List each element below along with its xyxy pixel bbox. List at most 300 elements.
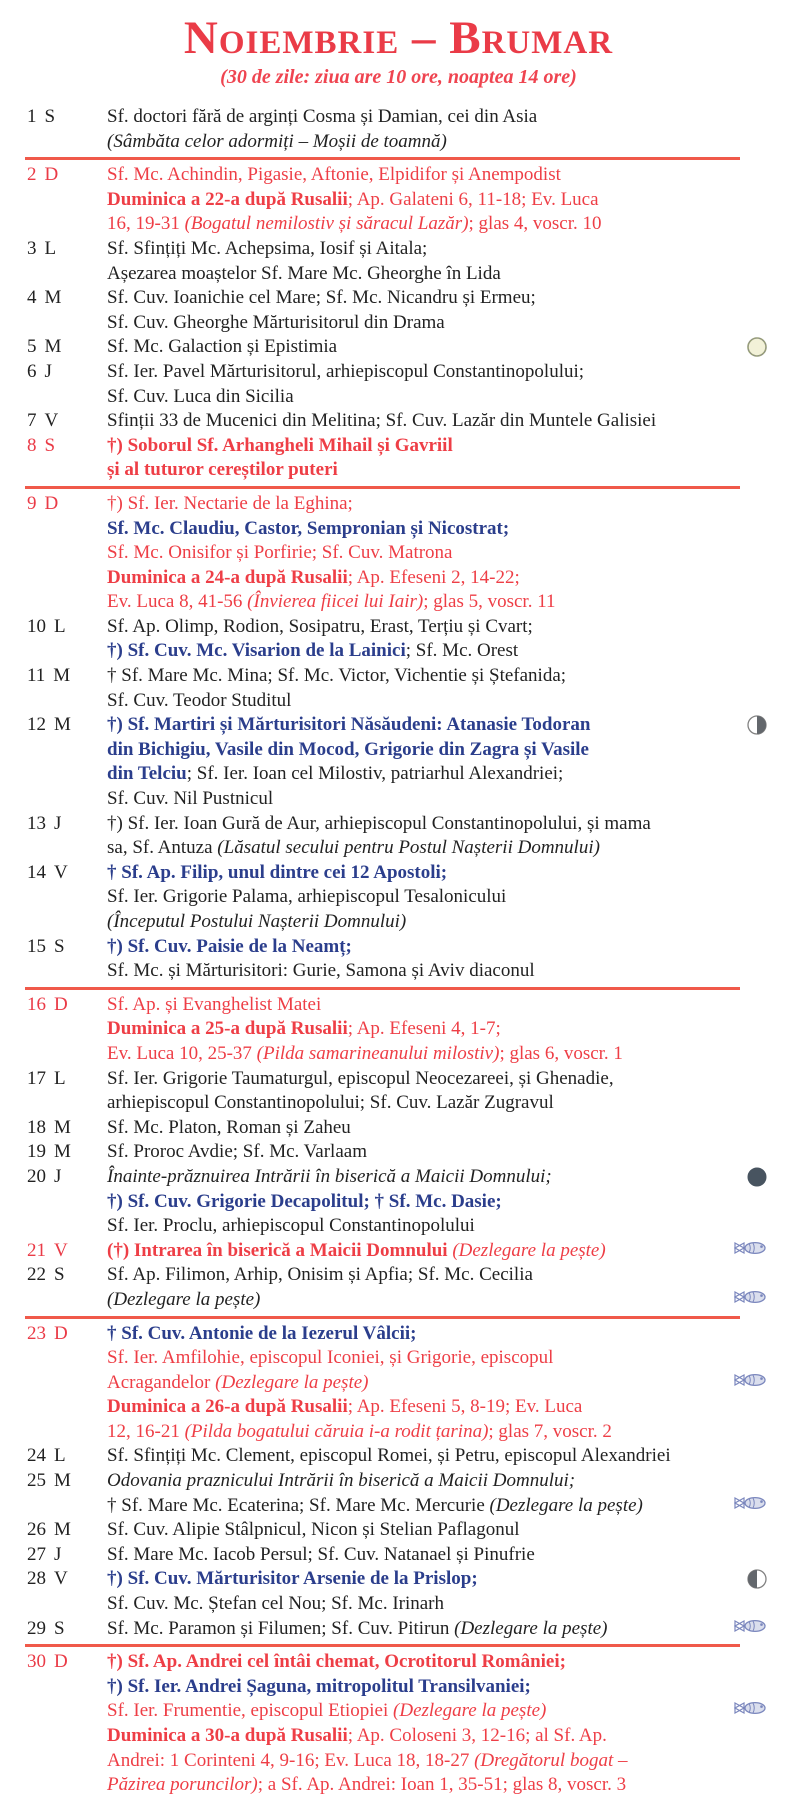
entry-line (107, 212, 770, 237)
entry-line (107, 311, 770, 336)
entry-line (107, 458, 770, 483)
entry-line (107, 1067, 770, 1092)
day-row-24 (27, 1444, 770, 1469)
day-entries (107, 935, 770, 984)
day-letter: J (54, 812, 62, 834)
day-entries (107, 409, 770, 434)
day-letter: D (54, 1322, 68, 1344)
day-letter: D (54, 993, 68, 1015)
day-number: 24 (27, 1445, 46, 1467)
entry-line (107, 885, 770, 910)
entry-text: ; glas 4, voscr. 10 (468, 213, 602, 235)
entry-text: Sf. Mc. Achindin, Pigasie, Aftonie, Elpidifor și Anempodist (107, 164, 561, 186)
entry-text: (Dezlegare la pește) (489, 1494, 643, 1516)
entry-line (107, 1116, 770, 1141)
day-row-4 (27, 286, 770, 335)
entry-text: Sf. doctori fără de arginți Cosma și Damian, cei din Asia (107, 106, 538, 127)
fish-icon (734, 1240, 768, 1256)
day-row-5 (27, 335, 770, 360)
day-cell (27, 1518, 107, 1543)
page-header (27, 12, 770, 90)
entry-line (107, 262, 770, 287)
day-letter: D (44, 492, 59, 514)
day-cell (27, 664, 107, 713)
entry-line (107, 993, 770, 1018)
entry-text: Sf. Ier. Pavel Mărturisitorul, arhiepiscopul Constantinopolului; (107, 360, 585, 382)
day-row-8 (27, 434, 770, 483)
entry-line (107, 188, 770, 213)
entry-line (107, 541, 770, 566)
entry-line (107, 664, 770, 689)
day-cell (27, 237, 107, 286)
entry-line (107, 1214, 770, 1239)
entry-text: Andrei: 1 Corinteni 4, 9-16; Ev. Luca 18, 18-27 (107, 1749, 475, 1771)
day-letter: J (54, 1165, 62, 1187)
day-letter: V (54, 1239, 68, 1261)
entry-text: (Pilda bogatului căruia i-a rodit țarina) (184, 1420, 489, 1442)
day-row-10 (27, 615, 770, 664)
day-number: 16 (27, 993, 46, 1015)
entry-text: Sf. Cuv. Nil Pustnicul (107, 788, 274, 810)
day-entries (107, 1650, 770, 1798)
entry-line (107, 1749, 770, 1774)
day-row-23 (27, 1322, 770, 1445)
entry-text: (Bogatul nemilostiv și săracul Lazăr) (184, 213, 469, 235)
fish-icon (734, 1289, 768, 1305)
day-number: 26 (27, 1519, 46, 1541)
entry-text: și al tuturor cereștilor puteri (107, 459, 338, 481)
day-row-22 (27, 1263, 770, 1312)
day-number: 5 (27, 336, 37, 358)
entry-line (107, 738, 770, 763)
entry-line (107, 836, 770, 861)
day-entries (107, 713, 770, 811)
day-cell (27, 105, 107, 154)
day-number: 19 (27, 1141, 46, 1163)
day-cell (27, 812, 107, 861)
day-row-17 (27, 1067, 770, 1116)
entry-text: †) Sf. Cuv. Mc. Visarion de la Lainici (107, 640, 406, 662)
entry-text: Duminica a 24-a după Rusalii (107, 566, 348, 588)
entry-text: † Sf. Mare Mc. Mina; Sf. Mc. Victor, Vichentie și Ștefanida; (107, 665, 567, 687)
entry-text: Sf. Cuv. Gheorghe Mărturisitorul din Drama (107, 311, 445, 333)
entry-text: Acragandelor (107, 1371, 216, 1393)
entry-line (107, 566, 770, 591)
entry-text: (Lăsatul secului pentru Postul Nașterii Domnului) (217, 837, 600, 859)
entry-text: †) Sf. Ier. Nectarie de la Eghina; (107, 492, 353, 514)
day-number: 14 (27, 861, 46, 883)
day-row-14 (27, 861, 770, 935)
entry-line (107, 1165, 770, 1190)
day-letter: M (53, 665, 71, 687)
day-number: 29 (27, 1617, 46, 1639)
entry-text: (Dregătorul bogat – (474, 1749, 628, 1771)
day-cell (27, 1650, 107, 1798)
section-separator (25, 1644, 740, 1647)
entry-line (107, 1469, 770, 1494)
day-row-1 (27, 105, 770, 154)
entry-text: ; glas 6, voscr. 1 (499, 1042, 623, 1064)
entry-line (107, 1140, 770, 1165)
entry-line (107, 492, 770, 517)
day-entries (107, 492, 770, 615)
day-cell (27, 713, 107, 811)
entry-text: †) Sf. Cuv. Grigorie Decapolitul; † Sf. Mc. Dasie; (107, 1190, 502, 1212)
entry-text: Sf. Cuv. Ioanichie cel Mare; Sf. Mc. Nicandru și Ermeu; (107, 287, 536, 309)
entry-text: ; glas 7, voscr. 2 (488, 1420, 612, 1442)
day-letter: M (44, 287, 62, 309)
day-number: 13 (27, 812, 46, 834)
entry-text: 12, 16-21 (107, 1420, 185, 1442)
day-row-15 (27, 935, 770, 984)
day-number: 9 (27, 492, 37, 514)
moon-new-icon (746, 1166, 768, 1188)
day-entries (107, 1469, 770, 1518)
day-row-19 (27, 1140, 770, 1165)
entry-line (107, 1322, 770, 1347)
day-letter: S (44, 106, 56, 127)
day-cell (27, 935, 107, 984)
day-cell (27, 409, 107, 434)
entry-text: Sf. Ier. Grigorie Taumaturgul, episcopul Neocezareei, și Ghenadie, (107, 1067, 614, 1089)
day-row-29 (27, 1617, 770, 1642)
section-separator (25, 486, 740, 489)
day-letter: L (44, 237, 57, 259)
day-row-6 (27, 360, 770, 409)
entry-text: 16, 19-31 (107, 213, 185, 235)
entry-text: (Începutul Postului Nașterii Domnului) (107, 911, 407, 932)
entry-text: Sf. Mc. Paramon și Filumen; Sf. Cuv. Pitirun (107, 1617, 455, 1639)
day-cell (27, 861, 107, 935)
day-letter: M (54, 714, 71, 736)
entry-text: † Sf. Mare Mc. Ecaterina; Sf. Mare Mc. Mercurie (107, 1494, 490, 1516)
day-cell (27, 335, 107, 360)
day-entries (107, 163, 770, 237)
day-letter: L (54, 1067, 66, 1089)
day-row-21 (27, 1239, 770, 1264)
day-row-20 (27, 1165, 770, 1239)
entry-line (107, 1494, 770, 1519)
day-entries (107, 812, 770, 861)
day-row-13 (27, 812, 770, 861)
day-cell (27, 1067, 107, 1116)
entry-text: Sf. Ap. Filimon, Arhip, Onisim și Apfia; Sf. Mc. Cecilia (107, 1264, 533, 1286)
day-entries (107, 664, 770, 713)
entry-text: Păzirea poruncilor) (107, 1774, 258, 1796)
entry-text: Sf. Mc. și Mărturisitori: Gurie, Samona și Aviv diaconul (107, 960, 535, 982)
section-separator (25, 987, 740, 990)
day-entries (107, 1518, 770, 1543)
section-separator (25, 1316, 740, 1319)
entry-text: †) Sf. Martiri și Mărturisitori Năsăudeni: Atanasie Todoran (107, 714, 591, 736)
day-cell (27, 1239, 107, 1264)
day-cell (27, 163, 107, 237)
day-row-30 (27, 1650, 770, 1798)
entry-text: Sf. Mare Mc. Iacob Persul; Sf. Cuv. Natanael și Pinufrie (107, 1543, 535, 1565)
entry-line (107, 1288, 770, 1313)
day-cell (27, 1140, 107, 1165)
entry-text: †) Sf. Cuv. Paisie de la Neamț; (107, 935, 352, 957)
entry-line (107, 1091, 770, 1116)
day-entries (107, 434, 770, 483)
page-title: Noiembrie – Brumar (183, 12, 614, 64)
moon-full-icon (746, 336, 768, 358)
entry-line (107, 1650, 770, 1675)
day-letter: M (54, 1116, 71, 1138)
entry-text: ; Sf. Mc. Orest (405, 640, 519, 662)
day-number: 22 (27, 1264, 46, 1286)
day-number: 28 (27, 1568, 46, 1590)
entry-line (107, 409, 770, 434)
day-letter: D (44, 164, 59, 186)
day-row-9 (27, 492, 770, 615)
day-entries (107, 105, 770, 154)
day-letter: L (54, 615, 66, 637)
section-separator (25, 157, 740, 160)
entry-text: Sfinții 33 de Mucenici din Melitina; Sf. Cuv. Lazăr din Muntele Galisiei (107, 410, 657, 432)
entry-line (107, 861, 770, 886)
day-number: 11 (27, 665, 46, 687)
day-cell (27, 434, 107, 483)
day-entries (107, 1543, 770, 1568)
day-number: 15 (27, 935, 46, 957)
day-letter: D (54, 1651, 68, 1673)
entry-line (107, 1017, 770, 1042)
day-number: 18 (27, 1116, 46, 1138)
day-cell (27, 1617, 107, 1642)
entry-text: Sf. Ier. Amfilohie, episcopul Iconiei, și Grigorie, episcopul (107, 1347, 554, 1369)
entry-line (107, 910, 770, 935)
entry-text: Sf. Mc. Claudiu, Castor, Sempronian și Nicostrat; (107, 517, 510, 539)
day-entries (107, 993, 770, 1067)
entry-text: Așezarea moaștelor Sf. Mare Mc. Gheorghe în Lida (107, 262, 501, 284)
entry-text: Ev. Luca 10, 25-37 (107, 1042, 257, 1064)
entry-text: Sf. Cuv. Teodor Studitul (107, 689, 292, 711)
day-row-25 (27, 1469, 770, 1518)
entry-line (107, 517, 770, 542)
day-row-12 (27, 713, 770, 811)
entry-line (107, 1592, 770, 1617)
day-row-16 (27, 993, 770, 1067)
entry-text: Sf. Sfințiți Mc. Clement, episcopul Romei, și Petru, episcopul Alexandriei (107, 1445, 671, 1467)
entry-line (107, 130, 770, 155)
day-letter: M (54, 1519, 71, 1541)
day-letter: V (44, 410, 59, 432)
entry-line (107, 689, 770, 714)
day-entries (107, 286, 770, 335)
entry-line (107, 615, 770, 640)
entry-line (107, 935, 770, 960)
day-letter: S (54, 935, 65, 957)
day-row-28 (27, 1567, 770, 1616)
day-letter: S (54, 1264, 65, 1286)
fish-icon (734, 1372, 768, 1388)
day-number: 25 (27, 1470, 46, 1492)
entry-line (107, 385, 770, 410)
day-number: 1 (27, 106, 37, 127)
day-entries (107, 1239, 770, 1264)
day-cell (27, 286, 107, 335)
entry-text: Sf. Cuv. Alipie Stâlpnicul, Nicon și Stelian Paflagonul (107, 1519, 520, 1541)
entry-line (107, 360, 770, 385)
entry-text: Sf. Cuv. Mc. Ștefan cel Nou; Sf. Mc. Irinarh (107, 1593, 445, 1615)
day-entries (107, 1140, 770, 1165)
day-row-18 (27, 1116, 770, 1141)
moon-last-quarter-icon (746, 714, 768, 736)
entry-line (107, 1675, 770, 1700)
entry-text: (Dezlegare la pește) (452, 1239, 606, 1261)
entry-text: (Învierea fiicei lui Iair) (247, 591, 424, 613)
entry-text: Ev. Luca 8, 41-56 (107, 591, 248, 613)
day-cell (27, 360, 107, 409)
day-letter: V (54, 861, 68, 883)
entry-text: Sf. Cuv. Luca din Sicilia (107, 385, 294, 407)
entry-line (107, 590, 770, 615)
entry-text: arhiepiscopul Constantinopolului; Sf. Cuv. Lazăr Zugravul (107, 1092, 554, 1114)
entry-text: Sf. Ap. și Evanghelist Matei (107, 993, 322, 1015)
entry-text: Sf. Ier. Frumentie, episcopul Etiopiei (107, 1700, 394, 1722)
entry-line (107, 1190, 770, 1215)
entry-line (107, 434, 770, 459)
fish-icon (734, 1618, 768, 1634)
entry-text: †) Soborul Sf. Arhangheli Mihail și Gavriil (107, 434, 453, 456)
day-entries (107, 1263, 770, 1312)
day-number: 17 (27, 1067, 46, 1089)
day-letter: L (54, 1445, 66, 1467)
entry-line (107, 1346, 770, 1371)
day-number: 2 (27, 164, 37, 186)
day-entries (107, 335, 770, 360)
day-entries (107, 1617, 770, 1642)
entry-text: Sf. Ier. Proclu, arhiepiscopul Constantinopolului (107, 1215, 475, 1237)
day-cell (27, 492, 107, 615)
day-cell (27, 1165, 107, 1239)
entry-text: (†) Intrarea în biserică a Maicii Domnului (107, 1239, 453, 1261)
day-row-11 (27, 664, 770, 713)
entry-line (107, 959, 770, 984)
day-letter: J (44, 360, 52, 382)
day-row-27 (27, 1543, 770, 1568)
entry-text: Duminica a 30-a după Rusalii (107, 1725, 348, 1746)
day-entries (107, 615, 770, 664)
day-number: 4 (27, 287, 37, 309)
fish-icon (734, 1495, 768, 1511)
entry-text: ; Ap. Galateni 6, 11-18; Ev. Luca (347, 188, 599, 210)
day-entries (107, 1322, 770, 1445)
day-cell (27, 1543, 107, 1568)
day-row-2 (27, 163, 770, 237)
entry-line (107, 1567, 770, 1592)
day-row-7 (27, 409, 770, 434)
day-entries (107, 1567, 770, 1616)
entry-text: Sf. Proroc Avdie; Sf. Mc. Varlaam (107, 1141, 367, 1163)
day-cell (27, 1322, 107, 1445)
day-entries (107, 861, 770, 935)
day-cell (27, 1469, 107, 1518)
entry-line (107, 812, 770, 837)
entry-line (107, 762, 770, 787)
entry-line (107, 1420, 770, 1445)
entry-text: † Sf. Ap. Filip, unul dintre cei 12 Apostoli; (107, 861, 448, 883)
entry-text: ; Ap. Efeseni 2, 14-22; (347, 566, 520, 588)
day-cell (27, 1263, 107, 1312)
entry-line (107, 1444, 770, 1469)
entry-text: †) Sf. Ier. Ioan Gură de Aur, arhiepiscopul Constantinopolului, și mama (107, 812, 651, 834)
entry-line (107, 1395, 770, 1420)
entry-text: ; Sf. Ier. Ioan cel Milostiv, patriarhul Alexandriei; (186, 763, 564, 785)
entry-text: Înainte-prăznuirea Intrării în biserică a Maicii Domnului; (107, 1165, 552, 1187)
entry-text: †) Sf. Cuv. Mărturisitor Arsenie de la Prislop; (107, 1568, 478, 1590)
entry-text: ; Ap. Efeseni 5, 8-19; Ev. Luca (347, 1396, 583, 1418)
entry-line (107, 1042, 770, 1067)
entry-line (107, 1543, 770, 1568)
day-cell (27, 993, 107, 1067)
entry-text: Duminica a 25-a după Rusalii (107, 1018, 348, 1040)
entry-text: din Bichigiu, Vasile din Mocod, Grigorie din Zagra și Vasile (107, 738, 589, 760)
day-entries (107, 237, 770, 286)
entry-text: Sf. Sfințiți Mc. Achepsima, Iosif și Aitala; (107, 237, 428, 259)
day-cell (27, 1567, 107, 1616)
entry-line (107, 713, 770, 738)
entry-line (107, 1724, 770, 1749)
day-row-3 (27, 237, 770, 286)
entry-text: (Dezlegare la pește) (107, 1288, 261, 1310)
entry-text: †) Sf. Ier. Andrei Șaguna, mitropolitul Transilvaniei; (107, 1675, 531, 1697)
entry-line (107, 1518, 770, 1543)
day-letter: M (54, 1141, 71, 1163)
day-number: 21 (27, 1239, 46, 1261)
day-number: 6 (27, 360, 37, 382)
day-cell (27, 615, 107, 664)
day-number: 30 (27, 1651, 46, 1673)
calendar-day-list (27, 105, 770, 1798)
day-letter: M (54, 1470, 71, 1492)
entry-line (107, 335, 770, 360)
moon-first-quarter-icon (746, 1568, 768, 1590)
entry-text: sa, Sf. Antuza (107, 837, 218, 859)
entry-line (107, 1773, 770, 1798)
entry-line (107, 787, 770, 812)
entry-text: (Sâmbăta celor adormiți – Moșii de toamnă) (107, 130, 447, 152)
day-number: 3 (27, 237, 37, 259)
entry-line (107, 1263, 770, 1288)
entry-text: Duminica a 26-a după Rusalii (107, 1396, 348, 1418)
day-letter: S (44, 434, 56, 456)
day-entries (107, 360, 770, 409)
day-entries (107, 1444, 770, 1469)
day-number: 27 (27, 1543, 46, 1565)
entry-text: Sf. Mc. Platon, Roman și Zaheu (107, 1116, 351, 1138)
entry-line (107, 1699, 770, 1724)
day-cell (27, 1116, 107, 1141)
day-number: 20 (27, 1165, 46, 1187)
entry-text: ; Ap. Efeseni 4, 1-7; (347, 1018, 501, 1040)
entry-text: ; a Sf. Ap. Andrei: Ioan 1, 35-51; glas 8, voscr. 3 (257, 1774, 627, 1796)
fish-icon (734, 1700, 768, 1716)
entry-text: †) Sf. Ap. Andrei cel întâi chemat, Ocrotitorul României; (107, 1651, 566, 1673)
entry-text: Duminica a 22-a după Rusalii (107, 188, 348, 210)
day-letter: J (54, 1543, 62, 1565)
day-entries (107, 1165, 770, 1239)
day-letter: S (54, 1617, 65, 1639)
entry-line (107, 237, 770, 262)
day-row-26 (27, 1518, 770, 1543)
entry-text: Sf. Ier. Grigorie Palama, arhiepiscopul Tesalonicului (107, 886, 507, 908)
entry-text: (Pilda samarineanului milostiv) (256, 1042, 500, 1064)
day-number: 10 (27, 615, 46, 637)
entry-text: ; Ap. Coloseni 3, 12-16; al Sf. Ap. (347, 1725, 607, 1746)
entry-text: (Dezlegare la pește) (393, 1700, 547, 1722)
